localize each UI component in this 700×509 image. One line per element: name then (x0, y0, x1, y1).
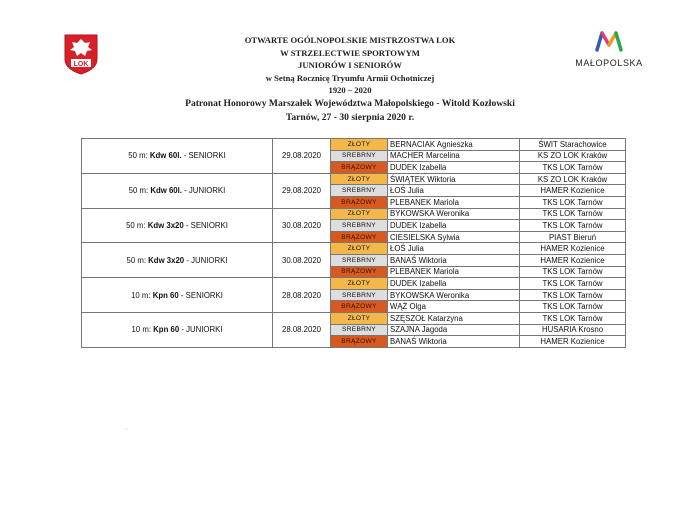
competition-date: 30.08.2020 (273, 208, 331, 243)
competition-date: 28.08.2020 (273, 278, 331, 313)
athlete-name: BYKOWSKA Weronika (388, 208, 520, 220)
malopolska-logo-text: MAŁOPOLSKA (575, 58, 643, 68)
competition-date: 28.08.2020 (273, 312, 331, 347)
club-name: HAMER Kozienice (520, 336, 626, 348)
medal-silver: SREBRNY (331, 254, 388, 266)
medal-gold: ZŁOTY (331, 173, 388, 185)
club-name: TKS LOK Tarnów (520, 162, 626, 174)
competition-distance: 10 m: (131, 325, 154, 335)
competition-distance: 50 m: (128, 186, 151, 196)
medal-bronze: BRĄZOWY (331, 162, 388, 174)
header-subtitle-2: JUNIORÓW I SENIORÓW (298, 60, 402, 71)
competition-category: - JUNIORKI (184, 255, 228, 265)
competition-distance: 50 m: (126, 220, 148, 230)
medal-silver: SREBRNY (331, 150, 388, 162)
athlete-name: DUDEK Izabella (388, 220, 520, 232)
competition-event: Kdw 3x20 (148, 255, 185, 265)
club-name: TKS LOK Tarnów (520, 278, 626, 290)
competition-category: - SENIORKI (183, 220, 228, 230)
athlete-name: PLEBANEK Mariola (388, 196, 520, 208)
club-name: TKS LOK Tarnów (520, 208, 626, 220)
club-name: HUSARIA Krosno (520, 324, 626, 336)
club-name: KS ZO LOK Kraków (520, 150, 626, 162)
competition-cell (82, 208, 273, 243)
table-row (82, 208, 626, 220)
table-row (82, 312, 626, 324)
competition-distance: 10 m: (131, 290, 153, 300)
club-name: ŚWIT Starachowice (520, 139, 626, 151)
medal-bronze: BRĄZOWY (331, 301, 388, 313)
athlete-name: ŁOŚ Julia (388, 185, 520, 197)
athlete-name: ŁOŚ Julia (388, 243, 520, 255)
medal-gold: ZŁOTY (331, 278, 388, 290)
medal-gold: ZŁOTY (331, 139, 388, 151)
header-years: 1920 – 2020 (328, 85, 372, 96)
competition-cell (82, 312, 273, 347)
medal-bronze: BRĄZOWY (331, 231, 388, 243)
competition-event: Kdw 3x20 (147, 220, 184, 230)
club-name: TKS LOK Tarnów (520, 301, 626, 313)
competition-event: Kdw 60l. (150, 186, 182, 196)
malopolska-logo (566, 30, 652, 70)
club-name: HAMER Kozienice (520, 243, 626, 255)
athlete-name: PLEBANEK Mariola (388, 266, 520, 278)
medal-gold: ZŁOTY (331, 243, 388, 255)
competition-category: - SENIORKI (178, 290, 223, 300)
malopolska-m-icon (594, 30, 624, 52)
header-subtitle-1: W STRZELECTWIE SPORTOWYM (280, 47, 420, 58)
athlete-name: ŚWIĄTEK Wiktoria (388, 173, 520, 185)
medal-silver: SREBRNY (331, 220, 388, 232)
competition-category: - JUNIORKI (179, 325, 223, 335)
medal-silver: SREBRNY (331, 289, 388, 301)
competition-cell (82, 173, 273, 208)
athlete-name: WĄŻ Olga (388, 301, 520, 313)
competition-cell (82, 278, 273, 313)
medal-gold: ZŁOTY (331, 208, 388, 220)
document-header (150, 34, 550, 125)
table-row (82, 243, 626, 255)
competition-category: - JUNIORKI (181, 186, 226, 196)
results-body (82, 139, 626, 348)
athlete-name: SZAJNA Jagoda (388, 324, 520, 336)
club-name: KS ZO LOK Kraków (520, 173, 626, 185)
competition-event: Kpn 60 (153, 325, 180, 335)
competition-cell (82, 139, 273, 174)
athlete-name: DUDEK Izabella (388, 162, 520, 174)
header-dedication: w Setną Rocznicę Tryumfu Armii Ochotniczej (265, 72, 435, 83)
medal-bronze: BRĄZOWY (331, 266, 388, 278)
club-name: HAMER Kozienice (520, 185, 626, 197)
competition-date: 29.08.2020 (273, 139, 331, 174)
competition-category: - SENIORKI (181, 151, 226, 161)
athlete-name: SZĘSZOŁ Katarzyna (388, 312, 520, 324)
competition-distance: 50 m: (126, 255, 149, 265)
scan-speck: ' (126, 428, 128, 435)
results-table (81, 138, 626, 348)
table-row (82, 139, 626, 151)
medal-gold: ZŁOTY (331, 312, 388, 324)
lok-logo-text: LOK (73, 61, 89, 68)
athlete-name: BANAŚ Wiktoria (388, 336, 520, 348)
club-name: PIAST Bieruń (520, 231, 626, 243)
competition-cell (82, 243, 273, 278)
table-row (82, 278, 626, 290)
competition-event: Kdw 60l. (149, 151, 182, 161)
header-place-date: Tarnów, 27 - 30 sierpnia 2020 r. (285, 111, 415, 123)
competition-event: Kpn 60 (152, 290, 179, 300)
athlete-name: BANAŚ Wiktoria (388, 254, 520, 266)
table-row (82, 173, 626, 185)
medal-silver: SREBRNY (331, 185, 388, 197)
club-name: HAMER Kozienice (520, 254, 626, 266)
lok-shield-icon (63, 33, 99, 75)
club-name: TKS LOK Tarnów (520, 266, 626, 278)
medal-bronze: BRĄZOWY (331, 196, 388, 208)
medal-bronze: BRĄZOWY (331, 336, 388, 348)
club-name: TKS LOK Tarnów (520, 312, 626, 324)
athlete-name: BYKOWSKA Weronika (388, 289, 520, 301)
header-patronage: Patronat Honorowy Marszałek Województwa Małopolskiego - Witold Kozłowski (185, 97, 515, 109)
athlete-name: CIESIELSKA Sylwia (388, 231, 520, 243)
club-name: TKS LOK Tarnów (520, 220, 626, 232)
competition-date: 29.08.2020 (273, 173, 331, 208)
medal-silver: SREBRNY (331, 324, 388, 336)
club-name: TKS LOK Tarnów (520, 196, 626, 208)
athlete-name: DUDEK Izabella (388, 278, 520, 290)
lok-logo (63, 33, 99, 75)
header-title: OTWARTE OGÓLNOPOLSKIE MISTRZOSTWA LOK (244, 35, 456, 45)
competition-date: 30.08.2020 (273, 243, 331, 278)
athlete-name: BERNACIAK Agnieszka (388, 139, 520, 151)
club-name: TKS LOK Tarnów (520, 289, 626, 301)
athlete-name: MACHER Marcelina (388, 150, 520, 162)
competition-distance: 50 m: (128, 151, 150, 161)
